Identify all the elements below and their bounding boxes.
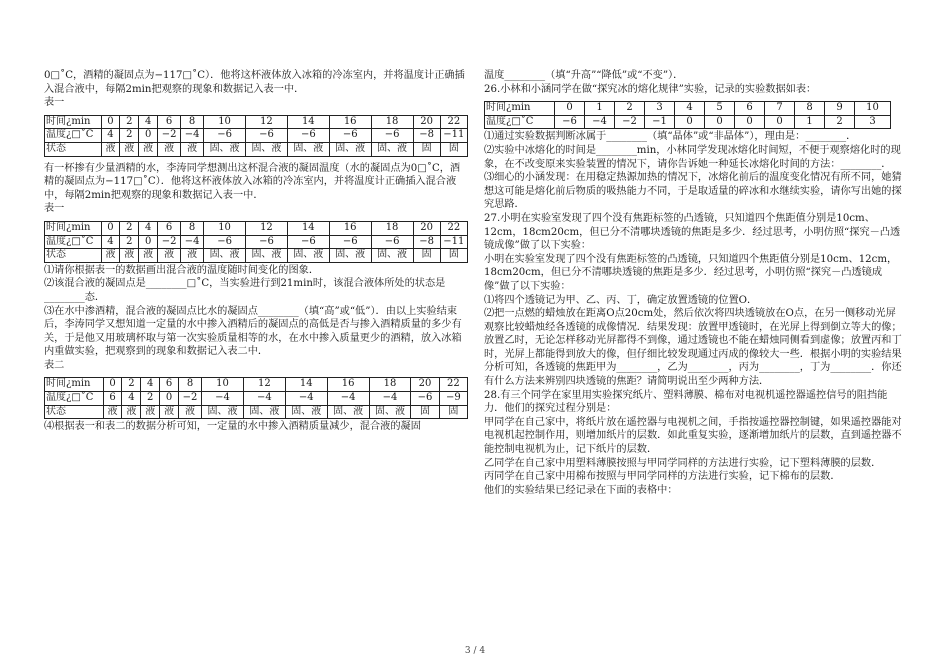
table-cell: 液 (139, 142, 158, 156)
table-cell: 2 (122, 378, 141, 392)
question-28-d: 他们的实验结果已经记录在下面的表格中： (484, 484, 678, 496)
table-cell: −6 (246, 129, 288, 143)
table-cell: −2 (179, 392, 202, 406)
table-row (45, 115, 468, 129)
table-cell: 3 (855, 115, 891, 129)
left-column (44, 69, 466, 434)
table-cell: 6 (160, 378, 179, 392)
table-cell: 18 (371, 115, 413, 129)
table-cell: 时间¿min (45, 115, 102, 129)
question-26-1: ⑴通过实验数据判断冰属于________（填“晶体”或“非晶体”），理由是：________． (484, 131, 857, 143)
table-cell: 6 (158, 221, 181, 235)
table-row (45, 378, 468, 392)
table-cell: −4 (585, 115, 615, 129)
table-cell: 16 (327, 378, 369, 392)
question-26-3: ⑶细心的小涵发现：在用稳定热源加热的情况下，冰熔化前后的温度变化情况有所不同，她猜想这可能是熔化前后物质的吸热能力不同，于是取适量的碎冰和水继续实验，请你写出她的探究思路． (484, 172, 902, 211)
table-cell: 固、液 (204, 249, 246, 263)
table-row (45, 129, 468, 143)
right-column (484, 69, 902, 497)
question-4: ⑷根据表一和表二的数据分析可知，一定量的水中掺入酒精质量减少，混合液的凝固 (44, 421, 421, 433)
table-cell: −1 (645, 115, 675, 129)
table-cell: 4 (101, 129, 120, 143)
table-row (45, 392, 468, 406)
question-2: ⑵该混合液的凝固点是________□˚C，当实验进行到21min时，该混合液体所处的状态是________态． (44, 278, 446, 303)
table-cell: 22 (439, 378, 467, 392)
table-cell: 12 (246, 115, 288, 129)
table1-caption: 表一 (44, 97, 65, 109)
left-intro-paragraph: 0□˚C，酒精的凝固点为−117□˚C）．他将这杯液体放入冰箱的冷冻室内，并将温度计正确插入混合液中，每隔2min把观察的现象和数据记入表一中． (44, 70, 465, 95)
table-cell: 固、液 (287, 249, 329, 263)
table-cell: −6 (329, 235, 371, 249)
table-cell: 8 (181, 115, 204, 129)
table-cell: 固、液 (204, 142, 246, 156)
table-cell: 6 (735, 102, 765, 116)
table-cell: 0 (101, 221, 120, 235)
table-cell: 2 (120, 235, 139, 249)
table-cell: 液 (120, 249, 139, 263)
table-cell: 16 (329, 221, 371, 235)
table-cell: 10 (855, 102, 891, 116)
table-cell: 3 (645, 102, 675, 116)
question-27: 27.小明在实验室发现了四个没有焦距标签的凸透镜，只知道四个焦距值分别是10cm、12cm，18cm20cm，但已分不清哪块透镜的焦距是多少．经过思考，小明仿照“探究－凸透镜成像”做了以下实验： (484, 212, 901, 252)
table-cell: 0 (555, 102, 585, 116)
table-cell: 14 (287, 115, 329, 129)
table-cell: 固 (440, 142, 467, 156)
table-cell: −9 (439, 392, 467, 406)
table-cell: −6 (371, 235, 413, 249)
table-cell: 7 (765, 102, 795, 116)
table-cell: 固 (439, 405, 467, 419)
table-cell: 固、液 (246, 142, 288, 156)
table-cell: 0 (139, 129, 158, 143)
question-28: 28.有三个同学在家里用实验探究纸片、塑料薄膜、棉布对电视机遥控器遥控信号的阻挡能力．他们的探究过程分别是： (484, 389, 888, 415)
table-cell: 时间¿min (45, 378, 104, 392)
table-row (45, 235, 468, 249)
table-cell: 固、液 (243, 405, 285, 419)
table-row (45, 249, 468, 263)
table-cell: 固 (440, 249, 467, 263)
table-cell: 固、液 (285, 405, 327, 419)
table-cell: 8 (181, 221, 204, 235)
table-cell: 固、液 (246, 249, 288, 263)
table-cell: −11 (440, 129, 467, 143)
table-cell: 10 (204, 115, 246, 129)
table-cell: −6 (204, 235, 246, 249)
table-cell: 20 (413, 115, 440, 129)
table-cell: 液 (101, 249, 120, 263)
table-cell: 0 (160, 392, 179, 406)
table-cell: 8 (179, 378, 202, 392)
table-cell: 液 (122, 405, 141, 419)
table1-repeat (44, 221, 468, 263)
table-cell: 温度¿□˚C (45, 392, 104, 406)
table-cell: 温度¿□˚C (45, 129, 102, 143)
table-cell: 1 (585, 102, 615, 116)
table-cell: 液 (158, 142, 181, 156)
table-cell: 0 (675, 115, 705, 129)
repeat-paragraph: 有一杯掺有少量酒精的水，李涛同学想测出这杯混合液的凝固温度（水的凝固点为0□˚C，酒精的凝固点为−117□˚C）．他将这杯液体放入冰箱的冷冻室内，并将温度计正确插入混合液中，每隔2min把观察的现象和数据记入表一中． (44, 162, 461, 201)
table-cell: 状态 (45, 249, 102, 263)
table-cell: 时间¿min (485, 102, 555, 116)
table-cell: −4 (202, 392, 244, 406)
table-cell: 液 (103, 405, 122, 419)
table-cell: 10 (202, 378, 244, 392)
table1b-caption: 表一 (44, 203, 65, 215)
table-cell: 4 (101, 235, 120, 249)
table-cell: 10 (204, 221, 246, 235)
question-28-b: 乙同学在自己家中用塑料薄膜按照与甲同学同样的方法进行实验，记下塑料薄膜的层数． (484, 457, 882, 469)
table-cell: 0 (101, 115, 120, 129)
table-cell: 18 (371, 221, 413, 235)
table-cell: −2 (158, 129, 181, 143)
table-cell: 固 (413, 249, 440, 263)
table-row (45, 221, 468, 235)
table-row (485, 115, 891, 129)
table-cell: 1 (795, 115, 825, 129)
question-27-repeat: 小明在实验室发现了四个没有焦距标签的凸透镜，只知道四个焦距值分别是10cm、12cm，18cm20cm，但已分不清哪块透镜的焦距是多少．经过思考，小明仿照“探究－凸透镜成像”做了以下实验： (484, 253, 898, 292)
table-cell: 4 (675, 102, 705, 116)
table2-caption: 表二 (44, 359, 65, 371)
question-3: ⑶在水中渗酒精，混合液的凝固点比水的凝固点________（填“高”或“低”）．由以上实验结束后，李涛同学又想知道一定量的水中掺入酒精后的凝固点的高低是否与掺入酒精质量的多少有关，于是他又用玻璃杯取与第一次实验质量相等的水，在水中掺入质量更少的酒精，放入冰箱内重做实验，把观察到的现象和数据记入表二中． (44, 305, 462, 358)
table-cell: 状态 (45, 142, 102, 156)
table-cell: 4 (139, 115, 158, 129)
page-number: 3 / 4 (464, 646, 486, 656)
table-row (485, 102, 891, 116)
table-cell: 6 (158, 115, 181, 129)
table-cell: 固 (411, 405, 439, 419)
table-cell: −4 (243, 392, 285, 406)
table-cell: 液 (101, 142, 120, 156)
table-cell: 固 (413, 142, 440, 156)
table-cell: −4 (285, 392, 327, 406)
table-row (45, 142, 468, 156)
table-cell: 20 (411, 378, 439, 392)
table-cell: 0 (735, 115, 765, 129)
question-27-2: ⑵把一点燃的蜡烛放在距离O点20cm处，然后依次将四块透镜放在O点，在另一侧移动光屏观察比较蜡烛经各透镜的成像情况．结果发现：放置甲透镜时，在光屏上得到倒立等大的像；放置乙时，无论怎样移动光屏都得不到像，通过透镜也不能在蜡烛同侧看到虚像；放置丙和丁时，光屏上都能得到放大的像，但仔细比较发现通过丙成的像较大一些．根据小明的实验结果分析可知，各透镜的焦距甲为________，乙为________，丙为________，丁为________．你还有什么方法来辨别四块透镜的焦距？请简明说出至少两种方法． (484, 308, 902, 388)
table-cell: 5 (705, 102, 735, 116)
table-cell: 0 (765, 115, 795, 129)
table-cell: 2 (120, 221, 139, 235)
table-cell: −11 (440, 235, 467, 249)
table-cell: 20 (413, 221, 440, 235)
table-cell: 固、液 (371, 249, 413, 263)
table-cell: 液 (158, 249, 181, 263)
table-cell: 6 (103, 392, 122, 406)
table-cell: 固、液 (371, 142, 413, 156)
table-row (45, 405, 468, 419)
table-cell: 14 (287, 221, 329, 235)
table-cell: −6 (555, 115, 585, 129)
question-28-c: 丙同学在自己家中用棉布按照与甲同学同样的方法进行实验，记下棉布的层数． (484, 471, 841, 483)
table-cell: 4 (141, 378, 160, 392)
table-cell: 9 (825, 102, 855, 116)
table-cell: −6 (204, 129, 246, 143)
table-cell: 固、液 (369, 405, 411, 419)
question-26: 26.小林和小涵同学在做“探究冰的熔化规律”实验，记录的实验数据如表： (484, 83, 817, 95)
table-cell: 12 (246, 221, 288, 235)
table3 (484, 101, 891, 129)
table-cell: 固、液 (327, 405, 369, 419)
table-cell: 2 (120, 129, 139, 143)
table-cell: 4 (139, 221, 158, 235)
table-cell: 0 (705, 115, 735, 129)
table-cell: −6 (287, 235, 329, 249)
table-cell: −6 (246, 235, 288, 249)
table-cell: 固、液 (202, 405, 244, 419)
table-cell: 18 (369, 378, 411, 392)
question-1: ⑴请你根据表一的数据画出混合液的温度随时间变化的图象． (44, 264, 320, 276)
table-cell: −6 (287, 129, 329, 143)
table2 (44, 377, 468, 419)
table-cell: 液 (181, 142, 204, 156)
table-cell: −4 (327, 392, 369, 406)
table-cell: 8 (795, 102, 825, 116)
table-cell: 2 (141, 392, 160, 406)
table-cell: 固、液 (287, 142, 329, 156)
table-cell: 4 (122, 392, 141, 406)
question-28-a: 甲同学在自己家中，将纸片放在遥控器与电视机之间，手指按遥控器控制键，如果遥控器能对电视机起控制作用，则增加纸片的层数．如此重复实验，逐渐增加纸片的层数，直到遥控器不能控制电视机为止，记下纸片的层数． (484, 416, 902, 456)
table-cell: 液 (181, 249, 204, 263)
table-cell: 12 (243, 378, 285, 392)
table-cell: −4 (369, 392, 411, 406)
table-cell: −2 (158, 235, 181, 249)
table-cell: −4 (181, 235, 204, 249)
table-cell: 固、液 (329, 142, 371, 156)
table-cell: 温度¿□˚C (485, 115, 555, 129)
table-cell: 2 (615, 102, 645, 116)
table-cell: 液 (139, 249, 158, 263)
question-26-2: ⑵实验中冰熔化的时间是________min，小林同学发现冰熔化时间短，不便于观察熔化时的现象，在不改变原来实验装置的情况下，请你告诉她一种延长冰熔化时间的方法：________． (484, 144, 901, 170)
table-cell: 2 (825, 115, 855, 129)
table-cell: 0 (139, 235, 158, 249)
table-cell: −8 (413, 235, 440, 249)
question-4-continued: 温度________（填“升高”“降低”或“不变”）． (484, 70, 684, 81)
table-cell: 液 (160, 405, 179, 419)
table-cell: −6 (329, 129, 371, 143)
table-cell: 2 (120, 115, 139, 129)
table-cell: −8 (413, 129, 440, 143)
table-cell: −6 (411, 392, 439, 406)
table-cell: 14 (285, 378, 327, 392)
table1 (44, 115, 468, 157)
table-cell: 16 (329, 115, 371, 129)
table-cell: 固、液 (329, 249, 371, 263)
question-27-1: ⑴将四个透镜记为甲、乙、丙、丁，确定放置透镜的位置O． (484, 294, 758, 306)
table-cell: 液 (141, 405, 160, 419)
table-cell: −2 (615, 115, 645, 129)
table-cell: 时间¿min (45, 221, 102, 235)
table-cell: −6 (371, 129, 413, 143)
table-cell: 液 (120, 142, 139, 156)
table-cell: 液 (179, 405, 202, 419)
table-cell: 温度¿□˚C (45, 235, 102, 249)
table-cell: 0 (103, 378, 122, 392)
table-cell: −4 (181, 129, 204, 143)
table-cell: 22 (440, 221, 467, 235)
table-cell: 22 (440, 115, 467, 129)
table-cell: 状态 (45, 405, 104, 419)
